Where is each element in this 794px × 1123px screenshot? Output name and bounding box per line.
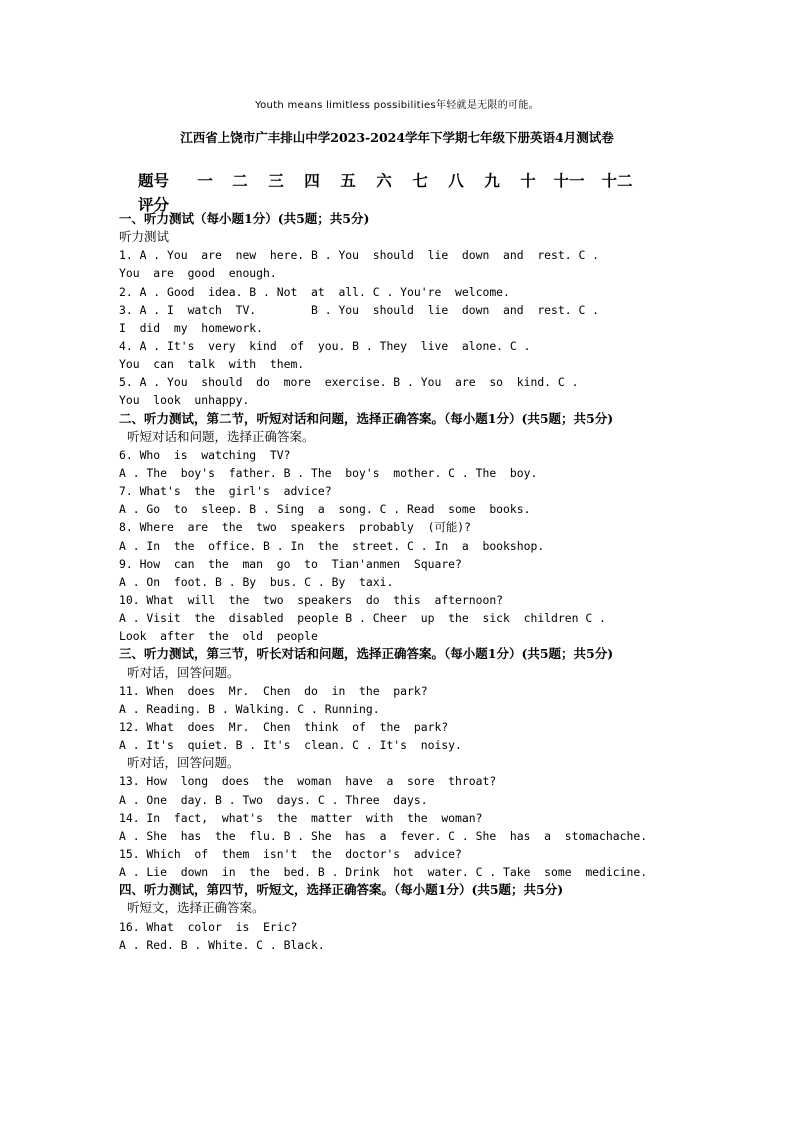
section-heading: 二、听力测试，第二节，听短对话和问题，选择正确答案。（每小题1分）(共5题；共5分) <box>119 410 614 426</box>
question-column-header: 六 <box>376 171 392 190</box>
question-line: A . On foot. B . By bus. C . By taxi. <box>119 574 394 589</box>
question-line: 8. Where are the two speakers probably (可能)? <box>119 520 471 535</box>
question-line: You are good enough. <box>119 266 277 281</box>
section-instruction: 听对话，回答问题。 <box>119 664 240 680</box>
question-line: 2. A . Good idea. B . Not at all. C . You're welcome. <box>119 284 510 299</box>
question-line: 16. What color is Eric? <box>119 919 298 934</box>
question-line: A . Red. B . White. C . Black. <box>119 937 325 952</box>
question-column-header: 九 <box>484 171 500 190</box>
question-line: A . In the office. B . In the street. C . In a bookshop. <box>119 538 545 553</box>
score-table <box>138 168 668 216</box>
question-line: You look unhappy. <box>119 393 250 408</box>
section-heading: 四、听力测试，第四节，听短文，选择正确答案。（每小题1分）(共5题；共5分) <box>119 882 564 898</box>
question-line: 15. Which of them isn't the doctor's advice? <box>119 846 462 861</box>
question-column-header: 五 <box>340 171 356 190</box>
question-column-header: 一 <box>197 171 213 190</box>
row-label-question-number: 题号 <box>138 171 170 190</box>
question-line: A . One day. B . Two days. C . Three days. <box>119 792 428 807</box>
question-line: You can talk with them. <box>119 357 305 372</box>
question-column-header: 四 <box>304 171 320 190</box>
exam-content <box>119 210 679 954</box>
question-column-header: 十一 <box>553 171 585 190</box>
question-line: 4. A . It's very kind of you. B . They live alone. C . <box>119 339 531 353</box>
question-column-header: 七 <box>412 171 428 190</box>
question-line: A . Lie down in the bed. B . Drink hot water. C . Take some medicine. <box>119 865 648 880</box>
score-table-header-row <box>138 168 668 192</box>
question-line: 10. What will the two speakers do this afternoon? <box>119 592 504 607</box>
question-line: A . She has the flu. B . She has a fever. C . She has a stomachache. <box>119 828 648 843</box>
question-line: A . Visit the disabled people B . Cheer up the sick children C . <box>119 611 606 626</box>
page-header-tagline: Youth means limitless possibilities年轻就是无限的可能。 <box>255 100 539 111</box>
question-line: 3. A . I watch TV. B . You should lie down and rest. C . <box>119 302 600 317</box>
question-column-header: 十二 <box>601 171 633 190</box>
question-column-header: 三 <box>268 171 284 190</box>
question-line: A . Reading. B . Walking. C . Running. <box>119 701 380 716</box>
question-line: 7. What's the girl's advice? <box>119 484 332 499</box>
question-line: 13. How long does the woman have a sore throat? <box>119 774 497 789</box>
section-heading: 一、听力测试（每小题1分）(共5题；共5分) <box>119 211 370 226</box>
question-column-header: 二 <box>232 171 248 190</box>
question-column-header: 八 <box>448 171 464 190</box>
question-line: Look after the old people <box>119 629 318 644</box>
question-line: 6. Who is watching TV? <box>119 447 291 462</box>
section-heading: 三、听力测试，第三节，听长对话和问题，选择正确答案。（每小题1分）(共5题；共5分) <box>119 646 614 662</box>
question-line: 5. A . You should do more exercise. B . You are so kind. C . <box>119 375 579 390</box>
row-label-score: 评分 <box>138 195 170 214</box>
question-line: A . The boy's father. B . The boy's mother. C . The boy. <box>119 466 538 480</box>
section-instruction: 听短文，选择正确答案。 <box>119 900 265 916</box>
exam-title: 江西省上饶市广丰排山中学2023-2024学年下学期七年级下册英语4月测试卷 <box>180 130 614 145</box>
question-column-header: 十 <box>520 171 536 190</box>
question-line: 1. A . You are new here. B . You should lie down and rest. C . <box>119 248 600 263</box>
section-instruction: 听短对话和问题，选择正确答案。 <box>119 428 315 444</box>
question-line: 14. In fact, what's the matter with the woman? <box>119 810 483 825</box>
question-line: 11. When does Mr. Chen do in the park? <box>119 683 428 698</box>
question-line: I did my homework. <box>119 320 264 335</box>
question-line: 12. What does Mr. Chen think of the park? <box>119 719 449 734</box>
section-instruction: 听对话，回答问题。 <box>119 755 240 771</box>
section-instruction: 听力测试 <box>119 229 170 245</box>
question-line: 9. How can the man go to Tian'anmen Square? <box>119 556 462 571</box>
question-line: A . It's quiet. B . It's clean. C . It's noisy. <box>119 738 462 753</box>
question-line: A . Go to sleep. B . Sing a song. C . Read some books. <box>119 502 531 517</box>
